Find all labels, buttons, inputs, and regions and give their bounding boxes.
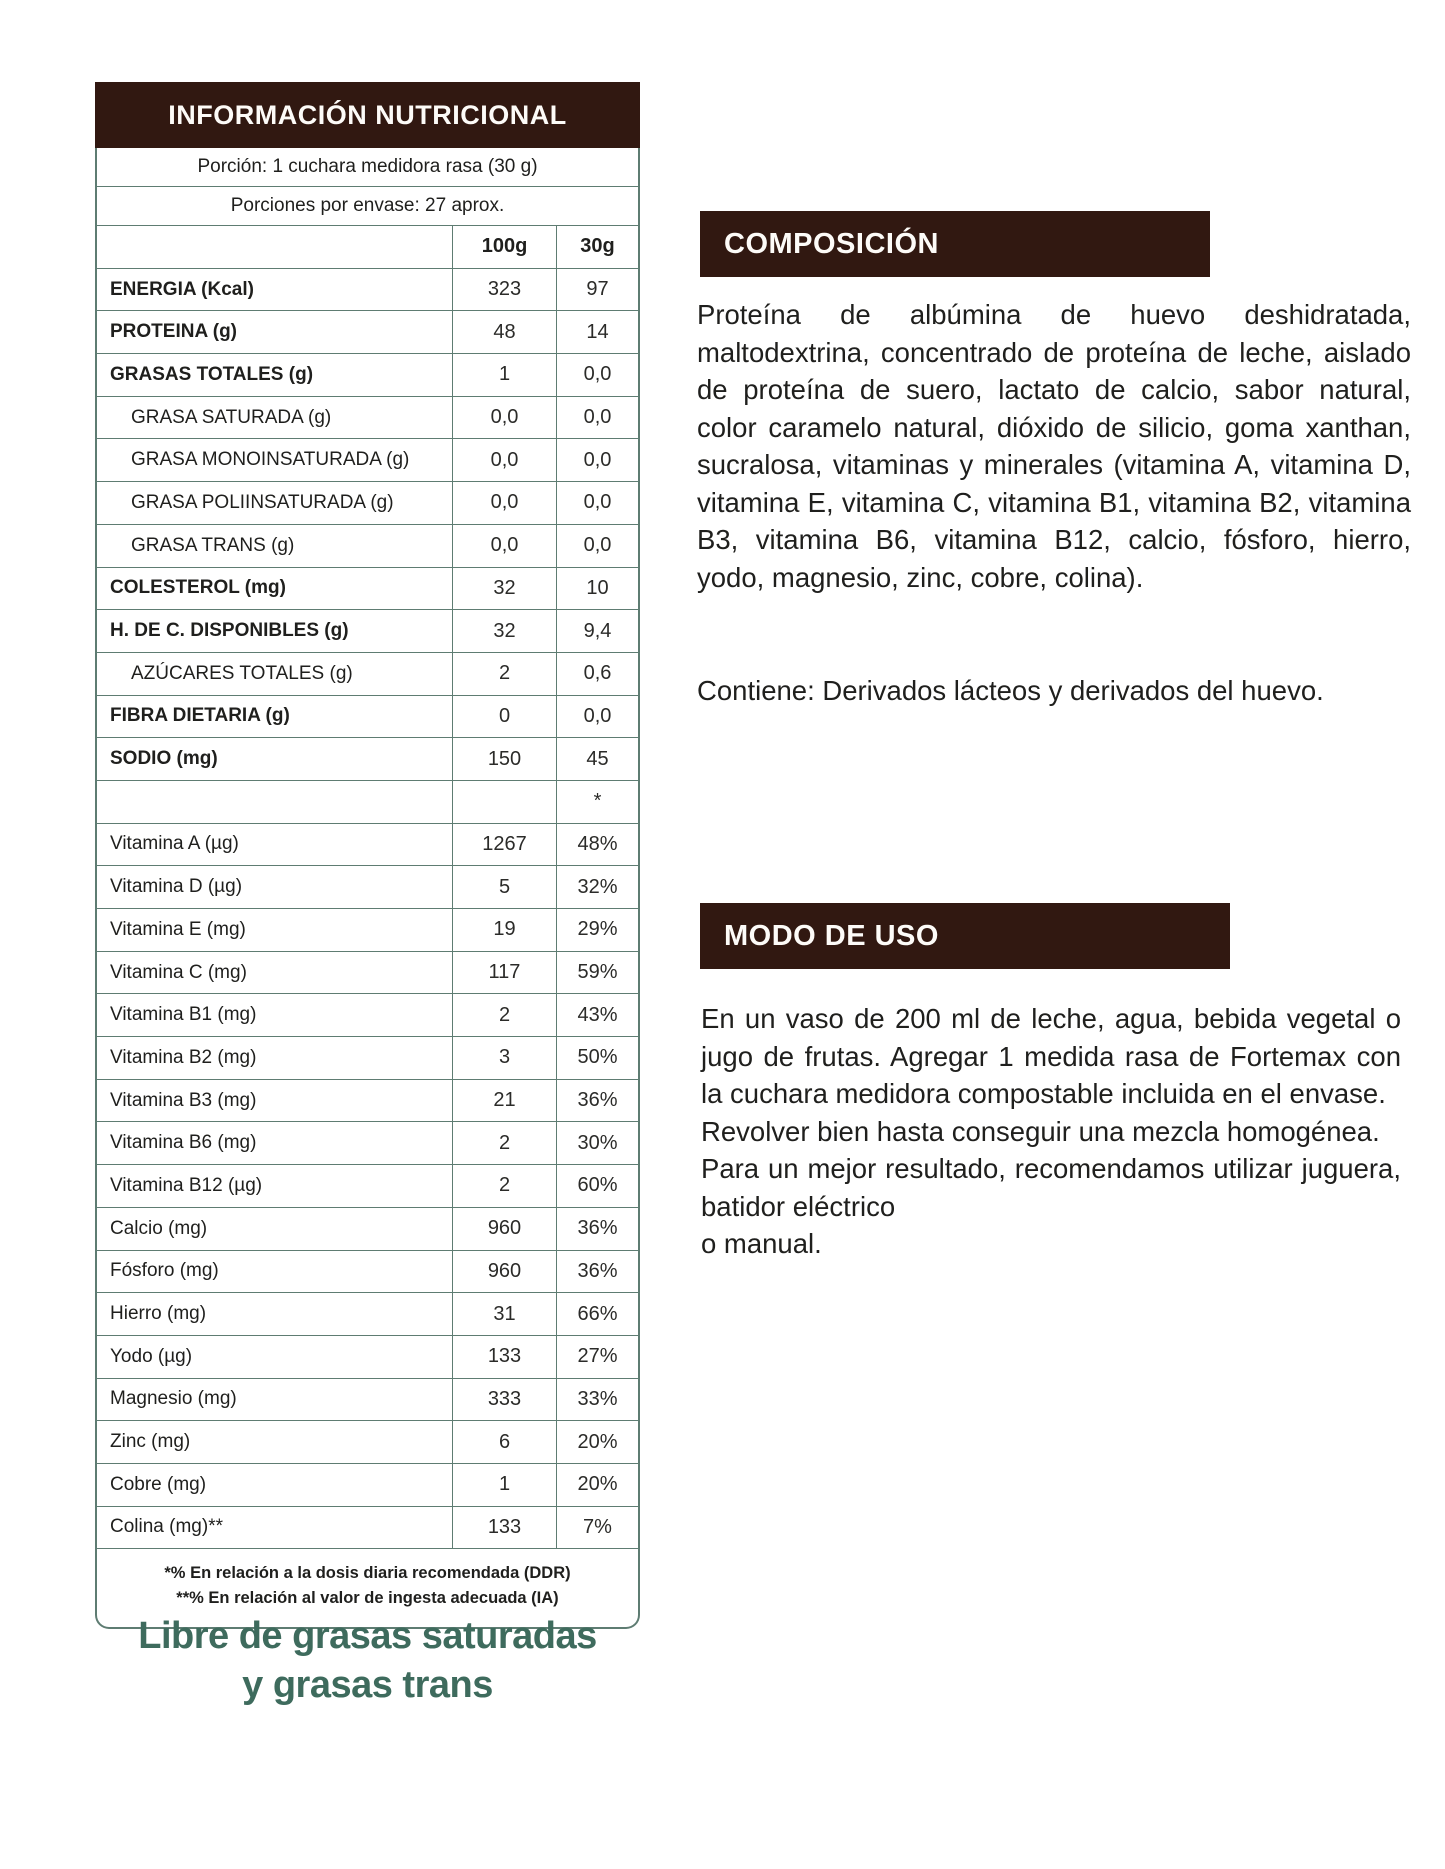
- usage-header: MODO DE USO: [700, 903, 1230, 969]
- row-value-30g: 0,0: [556, 439, 638, 481]
- row-value-30g: 7%: [556, 1507, 638, 1549]
- row-label: AZÚCARES TOTALES (g): [131, 662, 353, 684]
- table-row: [97, 1122, 638, 1165]
- row-value-100g: 960: [452, 1251, 556, 1293]
- row-label: GRASA POLIINSATURADA (g): [131, 491, 394, 513]
- row-value-100g: 1: [452, 354, 556, 396]
- table-row: [97, 952, 638, 995]
- row-value-30g: 66%: [556, 1293, 638, 1335]
- row-value-100g: 6: [452, 1421, 556, 1463]
- row-value-100g: 21: [452, 1080, 556, 1122]
- table-row: [97, 824, 638, 867]
- row-label: Vitamina E (mg): [110, 918, 246, 940]
- row-value-100g: 1: [452, 1464, 556, 1506]
- claim-line-2: y grasas trans: [242, 1663, 493, 1706]
- column-header-row: [97, 226, 638, 269]
- row-value-100g: 0,0: [452, 397, 556, 439]
- row-value-100g: 133: [452, 1336, 556, 1378]
- row-value-100g: [452, 781, 556, 823]
- table-row: [97, 994, 638, 1037]
- usage-paragraph: o manual.: [701, 1228, 822, 1259]
- row-value-30g: 29%: [556, 909, 638, 951]
- table-row: [97, 1080, 638, 1123]
- row-value-30g: 59%: [556, 952, 638, 994]
- table-row: [97, 610, 638, 653]
- usage-paragraph: Para un mejor resultado, recomendamos utilizar juguera, batidor eléctrico: [701, 1153, 1401, 1222]
- nutrition-facts-title: INFORMACIÓN NUTRICIONAL: [95, 82, 640, 148]
- row-value-100g: 31: [452, 1293, 556, 1335]
- row-label: ENERGIA (Kcal): [110, 278, 254, 300]
- row-label: Vitamina C (mg): [110, 961, 247, 983]
- row-value-30g: 0,6: [556, 653, 638, 695]
- row-value-100g: 48: [452, 311, 556, 353]
- row-value-100g: 2: [452, 1165, 556, 1207]
- table-row: [97, 439, 638, 482]
- table-row: [97, 909, 638, 952]
- table-row: [97, 1208, 638, 1251]
- row-value-30g: 0,0: [556, 696, 638, 738]
- column-header-100g: 100g: [452, 226, 556, 268]
- row-value-30g: 10: [556, 568, 638, 610]
- row-value-100g: 2: [452, 1122, 556, 1164]
- row-label: GRASA TRANS (g): [131, 534, 295, 556]
- row-value-100g: 2: [452, 653, 556, 695]
- row-label: COLESTEROL (mg): [110, 577, 286, 599]
- row-label: Vitamina A (µg): [110, 833, 239, 855]
- row-value-100g: 117: [452, 952, 556, 994]
- composition-allergens: Contiene: Derivados lácteos y derivados del huevo.: [697, 675, 1324, 706]
- row-value-100g: 0,0: [452, 439, 556, 481]
- table-row: [97, 1037, 638, 1080]
- table-row: [97, 1251, 638, 1294]
- usage-paragraph: En un vaso de 200 ml de leche, agua, bebida vegetal o jugo de frutas. Agregar 1 medida rasa de Fortemax con la cuchara medidora compostable incluida en el envase.: [701, 1003, 1401, 1109]
- row-value-30g: 0,0: [556, 525, 638, 567]
- row-value-100g: 333: [452, 1379, 556, 1421]
- row-value-100g: 960: [452, 1208, 556, 1250]
- table-row: [97, 269, 638, 312]
- row-value-30g: *: [556, 781, 638, 823]
- usage-paragraph: Revolver bien hasta conseguir una mezcla homogénea.: [701, 1115, 1380, 1147]
- row-label: Calcio (mg): [110, 1217, 208, 1239]
- row-value-30g: 97: [556, 269, 638, 311]
- table-row: [97, 738, 638, 781]
- row-label: Colina (mg)**: [110, 1516, 223, 1538]
- row-value-100g: 0,0: [452, 482, 556, 524]
- nutrition-facts-panel: [95, 82, 640, 1629]
- row-value-30g: 32%: [556, 866, 638, 908]
- table-row: [97, 311, 638, 354]
- table-row: [97, 354, 638, 397]
- row-label: Cobre (mg): [110, 1473, 207, 1495]
- composition-ingredients: Proteína de albúmina de huevo deshidratada, maltodextrina, concentrado de proteína de leche, aislado de proteína de suero, lactato de calcio, sabor natural, color caramelo natural, dióxido de silicio, goma xanthan, sucralosa, vitaminas y minerales (vitamina A, vitamina D, vitamina E, vitamina C, vitamina B1, vitamina B2, vitamina B3, vitamina B6, vitamina B12, calcio, fósforo, hierro, yodo, magnesio, zinc, cobre, colina).: [697, 299, 1411, 593]
- column-header-30g: 30g: [556, 226, 638, 268]
- row-label: Vitamina B2 (mg): [110, 1046, 257, 1068]
- table-row: [97, 525, 638, 568]
- row-label: GRASA SATURADA (g): [131, 406, 332, 428]
- fat-free-claim: [95, 1612, 640, 1709]
- row-value-30g: 43%: [556, 994, 638, 1036]
- row-value-100g: 32: [452, 610, 556, 652]
- row-value-30g: 9,4: [556, 610, 638, 652]
- usage-body: [701, 1000, 1401, 1263]
- composition-body: [697, 296, 1411, 710]
- table-row: [97, 696, 638, 739]
- table-row: [97, 1293, 638, 1336]
- table-row: [97, 653, 638, 696]
- table-row: [97, 1507, 638, 1550]
- row-value-100g: 0: [452, 696, 556, 738]
- row-value-30g: 48%: [556, 824, 638, 866]
- row-label: Vitamina B3 (mg): [110, 1089, 257, 1111]
- row-value-100g: 2: [452, 994, 556, 1036]
- portion-line: Porción: 1 cuchara medidora rasa (30 g): [97, 148, 638, 187]
- row-value-30g: 0,0: [556, 482, 638, 524]
- table-row: [97, 866, 638, 909]
- nutrition-facts-body: [95, 148, 640, 1629]
- row-value-30g: 20%: [556, 1421, 638, 1463]
- row-label: GRASAS TOTALES (g): [110, 363, 314, 385]
- table-row: [97, 397, 638, 440]
- table-row: [97, 1165, 638, 1208]
- nutrition-grid: [97, 269, 638, 1550]
- row-value-30g: 36%: [556, 1080, 638, 1122]
- row-value-100g: 3: [452, 1037, 556, 1079]
- table-row: [97, 1379, 638, 1422]
- row-label: Fósforo (mg): [110, 1260, 219, 1282]
- row-value-100g: 323: [452, 269, 556, 311]
- servings-line: Porciones por envase: 27 aprox.: [97, 187, 638, 226]
- row-value-30g: 27%: [556, 1336, 638, 1378]
- row-label: Hierro (mg): [110, 1303, 207, 1325]
- row-value-30g: 33%: [556, 1379, 638, 1421]
- row-value-100g: 133: [452, 1507, 556, 1549]
- row-label: FIBRA DIETARIA (g): [110, 705, 290, 727]
- row-label: Vitamina B6 (mg): [110, 1132, 257, 1154]
- row-label: GRASA MONOINSATURADA (g): [131, 449, 410, 471]
- row-value-30g: 60%: [556, 1165, 638, 1207]
- row-label: PROTEINA (g): [110, 321, 238, 343]
- column-header-empty: [97, 226, 452, 268]
- row-value-30g: 0,0: [556, 354, 638, 396]
- row-value-30g: 36%: [556, 1208, 638, 1250]
- footnote-line: *% En relación a la dosis diaria recomendada (DDR): [164, 1564, 571, 1583]
- row-value-100g: 32: [452, 568, 556, 610]
- row-value-30g: 20%: [556, 1464, 638, 1506]
- row-label: Vitamina B1 (mg): [110, 1004, 257, 1026]
- row-label: Yodo (µg): [110, 1345, 193, 1367]
- row-value-100g: 1267: [452, 824, 556, 866]
- row-label: Vitamina D (µg): [110, 876, 243, 898]
- row-value-30g: 14: [556, 311, 638, 353]
- row-value-100g: 0,0: [452, 525, 556, 567]
- table-row: [97, 568, 638, 611]
- row-value-30g: 45: [556, 738, 638, 780]
- row-value-30g: 0,0: [556, 397, 638, 439]
- composition-header: COMPOSICIÓN: [700, 211, 1210, 277]
- row-value-30g: 50%: [556, 1037, 638, 1079]
- table-row: [97, 781, 638, 824]
- row-label: H. DE C. DISPONIBLES (g): [110, 620, 349, 642]
- row-label: Zinc (mg): [110, 1431, 191, 1453]
- claim-line-1: Libre de grasas saturadas: [138, 1615, 597, 1657]
- row-label: Magnesio (mg): [110, 1388, 237, 1410]
- row-label: Vitamina B12 (µg): [110, 1174, 263, 1196]
- row-value-100g: 19: [452, 909, 556, 951]
- table-row: [97, 1464, 638, 1507]
- footnote-line: **% En relación al valor de ingesta adecuada (IA): [176, 1589, 559, 1608]
- table-row: [97, 1336, 638, 1379]
- table-row: [97, 1421, 638, 1464]
- table-row: [97, 482, 638, 525]
- row-value-30g: 30%: [556, 1122, 638, 1164]
- row-value-100g: 150: [452, 738, 556, 780]
- row-value-30g: 36%: [556, 1251, 638, 1293]
- row-value-100g: 5: [452, 866, 556, 908]
- row-label: SODIO (mg): [110, 748, 218, 770]
- row-label: [97, 781, 452, 823]
